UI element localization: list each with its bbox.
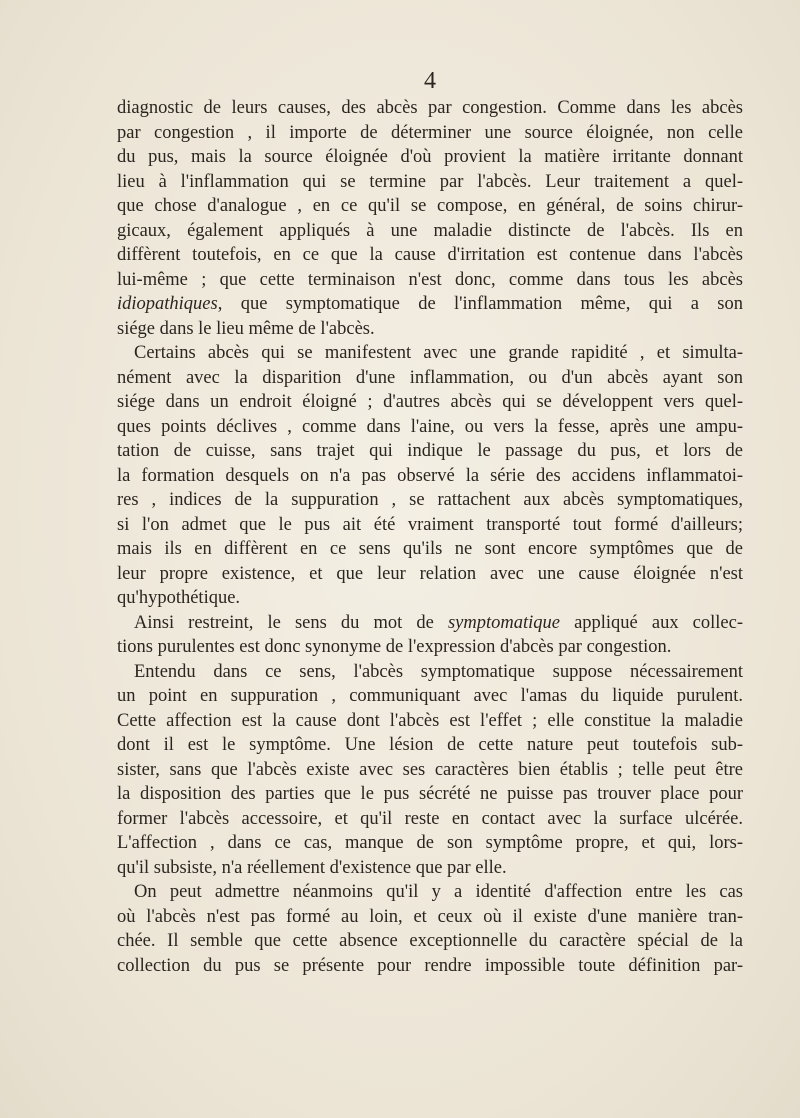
text-line: que chose d'analogue , en ce qu'il se compose, en général, de soins chirur-: [117, 196, 743, 216]
text-line: par congestion , il importe de déterminer une source éloignée, non celle: [117, 122, 743, 143]
text-line: lui-même ; que cette terminaison n'est donc, comme dans tous les abcès: [117, 269, 743, 290]
page-number: 4: [424, 68, 436, 94]
text-line: la formation desquels on n'a pas observé la série des accidens inflammatoi-: [117, 465, 743, 486]
text-line: sister, sans que l'abcès existe avec ses caractères bien établis ; telle peut être: [117, 759, 743, 780]
text-line: leur propre existence, et que leur relation avec une cause éloignée n'est: [117, 563, 743, 584]
text-line: idiopathiques, que symptomatique de l'inflammation même, qui a son: [117, 294, 743, 314]
text-line: lieu à l'inflammation qui se termine par l'abcès. Leur traitement a quel-: [117, 171, 743, 192]
paragraph-1: [117, 96, 743, 341]
paragraph-2: [117, 341, 743, 611]
text-line: siége dans le lieu même de l'abcès.: [117, 318, 375, 339]
text-line: chée. Il semble que cette absence exceptionnelle du caractère spécial de la: [117, 931, 743, 951]
text-line: diffèrent toutefois, en ce que la cause d'irritation est contenue dans l'abcès: [117, 245, 743, 265]
text-line: du pus, mais la source éloignée d'où provient la matière irritante donnant: [117, 147, 743, 167]
text-line: On peut admettre néanmoins qu'il y a identité d'affection entre les cas: [134, 882, 743, 902]
text-line: qu'il subsiste, n'a réellement d'existence que par elle.: [117, 857, 507, 878]
text-line: où l'abcès n'est pas formé au loin, et ceux où il existe d'une manière tran-: [117, 906, 743, 927]
text-line: nément avec la disparition d'une inflammation, ou d'un abcès ayant son: [117, 367, 743, 388]
paragraph-3: [117, 611, 743, 660]
text-line: diagnostic de leurs causes, des abcès par congestion. Comme dans les abcès: [117, 98, 743, 118]
text-line: la disposition des parties que le pus sécrété ne puisse pas trouver place pour: [117, 784, 743, 804]
text-line: collection du pus se présente pour rendre impossible toute définition par-: [117, 955, 743, 976]
text-line: tions purulentes est donc synonyme de l'expression d'abcès par congestion.: [117, 637, 672, 657]
paragraph-5: [117, 880, 743, 978]
body-text: [117, 96, 743, 978]
text-line: gicaux, également appliqués à une maladie distincte de l'abcès. Ils en: [117, 220, 743, 241]
text-line: dont il est le symptôme. Une lésion de cette nature peut toutefois sub-: [117, 735, 743, 755]
paragraph-4: [117, 660, 743, 881]
text-line: un point en suppuration , communiquant avec l'amas du liquide purulent.: [117, 686, 743, 706]
text-line: mais ils en diffèrent en ce sens qu'ils ne sont encore symptômes que de: [117, 539, 743, 559]
text-line: Certains abcès qui se manifestent avec une grande rapidité , et simulta-: [134, 343, 743, 363]
text-line: Entendu dans ce sens, l'abcès symptomatique suppose nécessairement: [134, 661, 743, 682]
text-line: L'affection , dans ce cas, manque de son symptôme propre, et qui, lors-: [117, 833, 743, 853]
text-line: ques points déclives , comme dans l'aine, ou vers la fesse, après une ampu-: [117, 416, 743, 437]
text-line: res , indices de la suppuration , se rattachent aux abcès symptomatiques,: [117, 490, 743, 510]
text-line: tation de cuisse, sans trajet qui indique le passage du pus, et lors de: [117, 441, 743, 461]
text-line: siége dans un endroit éloigné ; d'autres abcès qui se développent vers quel-: [117, 392, 743, 412]
text-line: si l'on admet que le pus ait été vraiment transporté tout formé d'ailleurs;: [117, 514, 743, 535]
text-line: Cette affection est la cause dont l'abcès est l'effet ; elle constitue la maladie: [117, 710, 743, 731]
text-line: former l'abcès accessoire, et qu'il reste en contact avec la surface ulcérée.: [117, 808, 743, 829]
text-line: qu'hypothétique.: [117, 588, 241, 608]
text-line: Ainsi restreint, le sens du mot de symptomatique appliqué aux collec-: [134, 612, 743, 633]
